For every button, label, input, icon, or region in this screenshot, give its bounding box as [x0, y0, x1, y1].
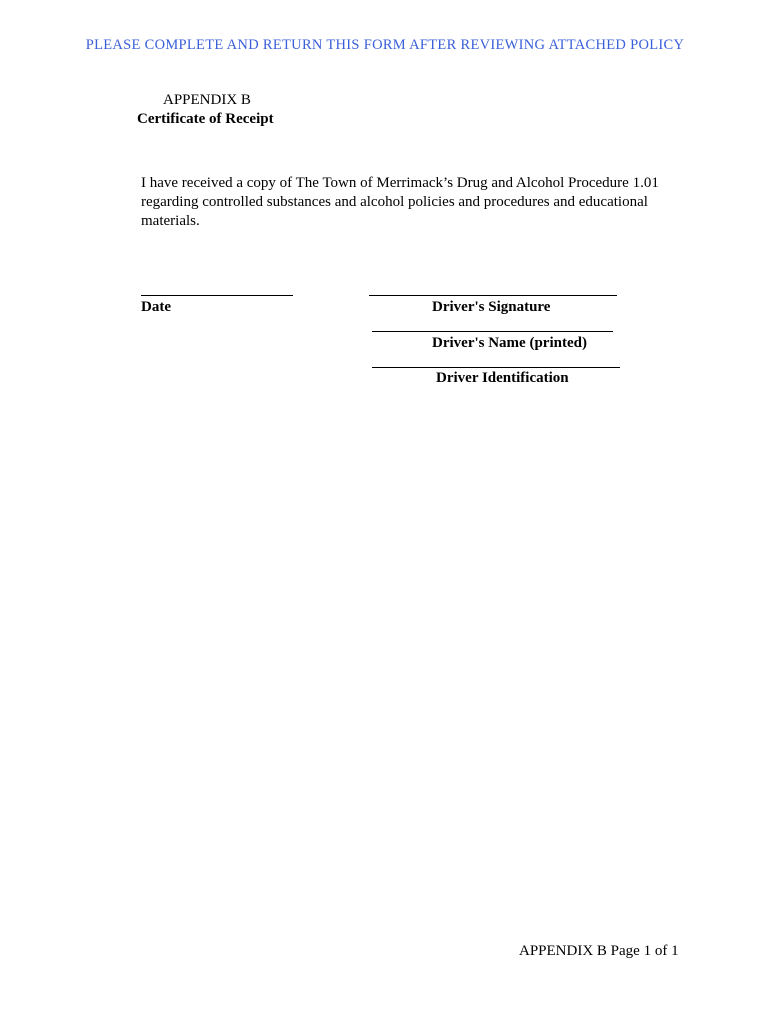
id-label: Driver Identification	[436, 370, 569, 386]
signature-line[interactable]	[369, 295, 617, 296]
return-notice: PLEASE COMPLETE AND RETURN THIS FORM AFTER REVIEWING ATTACHED POLICY	[85, 37, 685, 53]
name-label: Driver's Name (printed)	[432, 335, 587, 351]
date-line[interactable]	[141, 295, 293, 296]
certificate-title: Certificate of Receipt	[137, 111, 274, 127]
page-footer: APPENDIX B Page 1 of 1	[519, 943, 679, 959]
receipt-statement: I have received a copy of The Town of Merrimack’s Drug and Alcohol Procedure 1.01 regarding controlled substances and alcohol policies and procedures and educational materials.	[141, 175, 659, 229]
name-line[interactable]	[372, 331, 613, 332]
id-line[interactable]	[372, 367, 620, 368]
signature-label: Driver's Signature	[432, 299, 551, 315]
date-label: Date	[141, 299, 171, 315]
appendix-heading: APPENDIX B	[163, 92, 251, 108]
